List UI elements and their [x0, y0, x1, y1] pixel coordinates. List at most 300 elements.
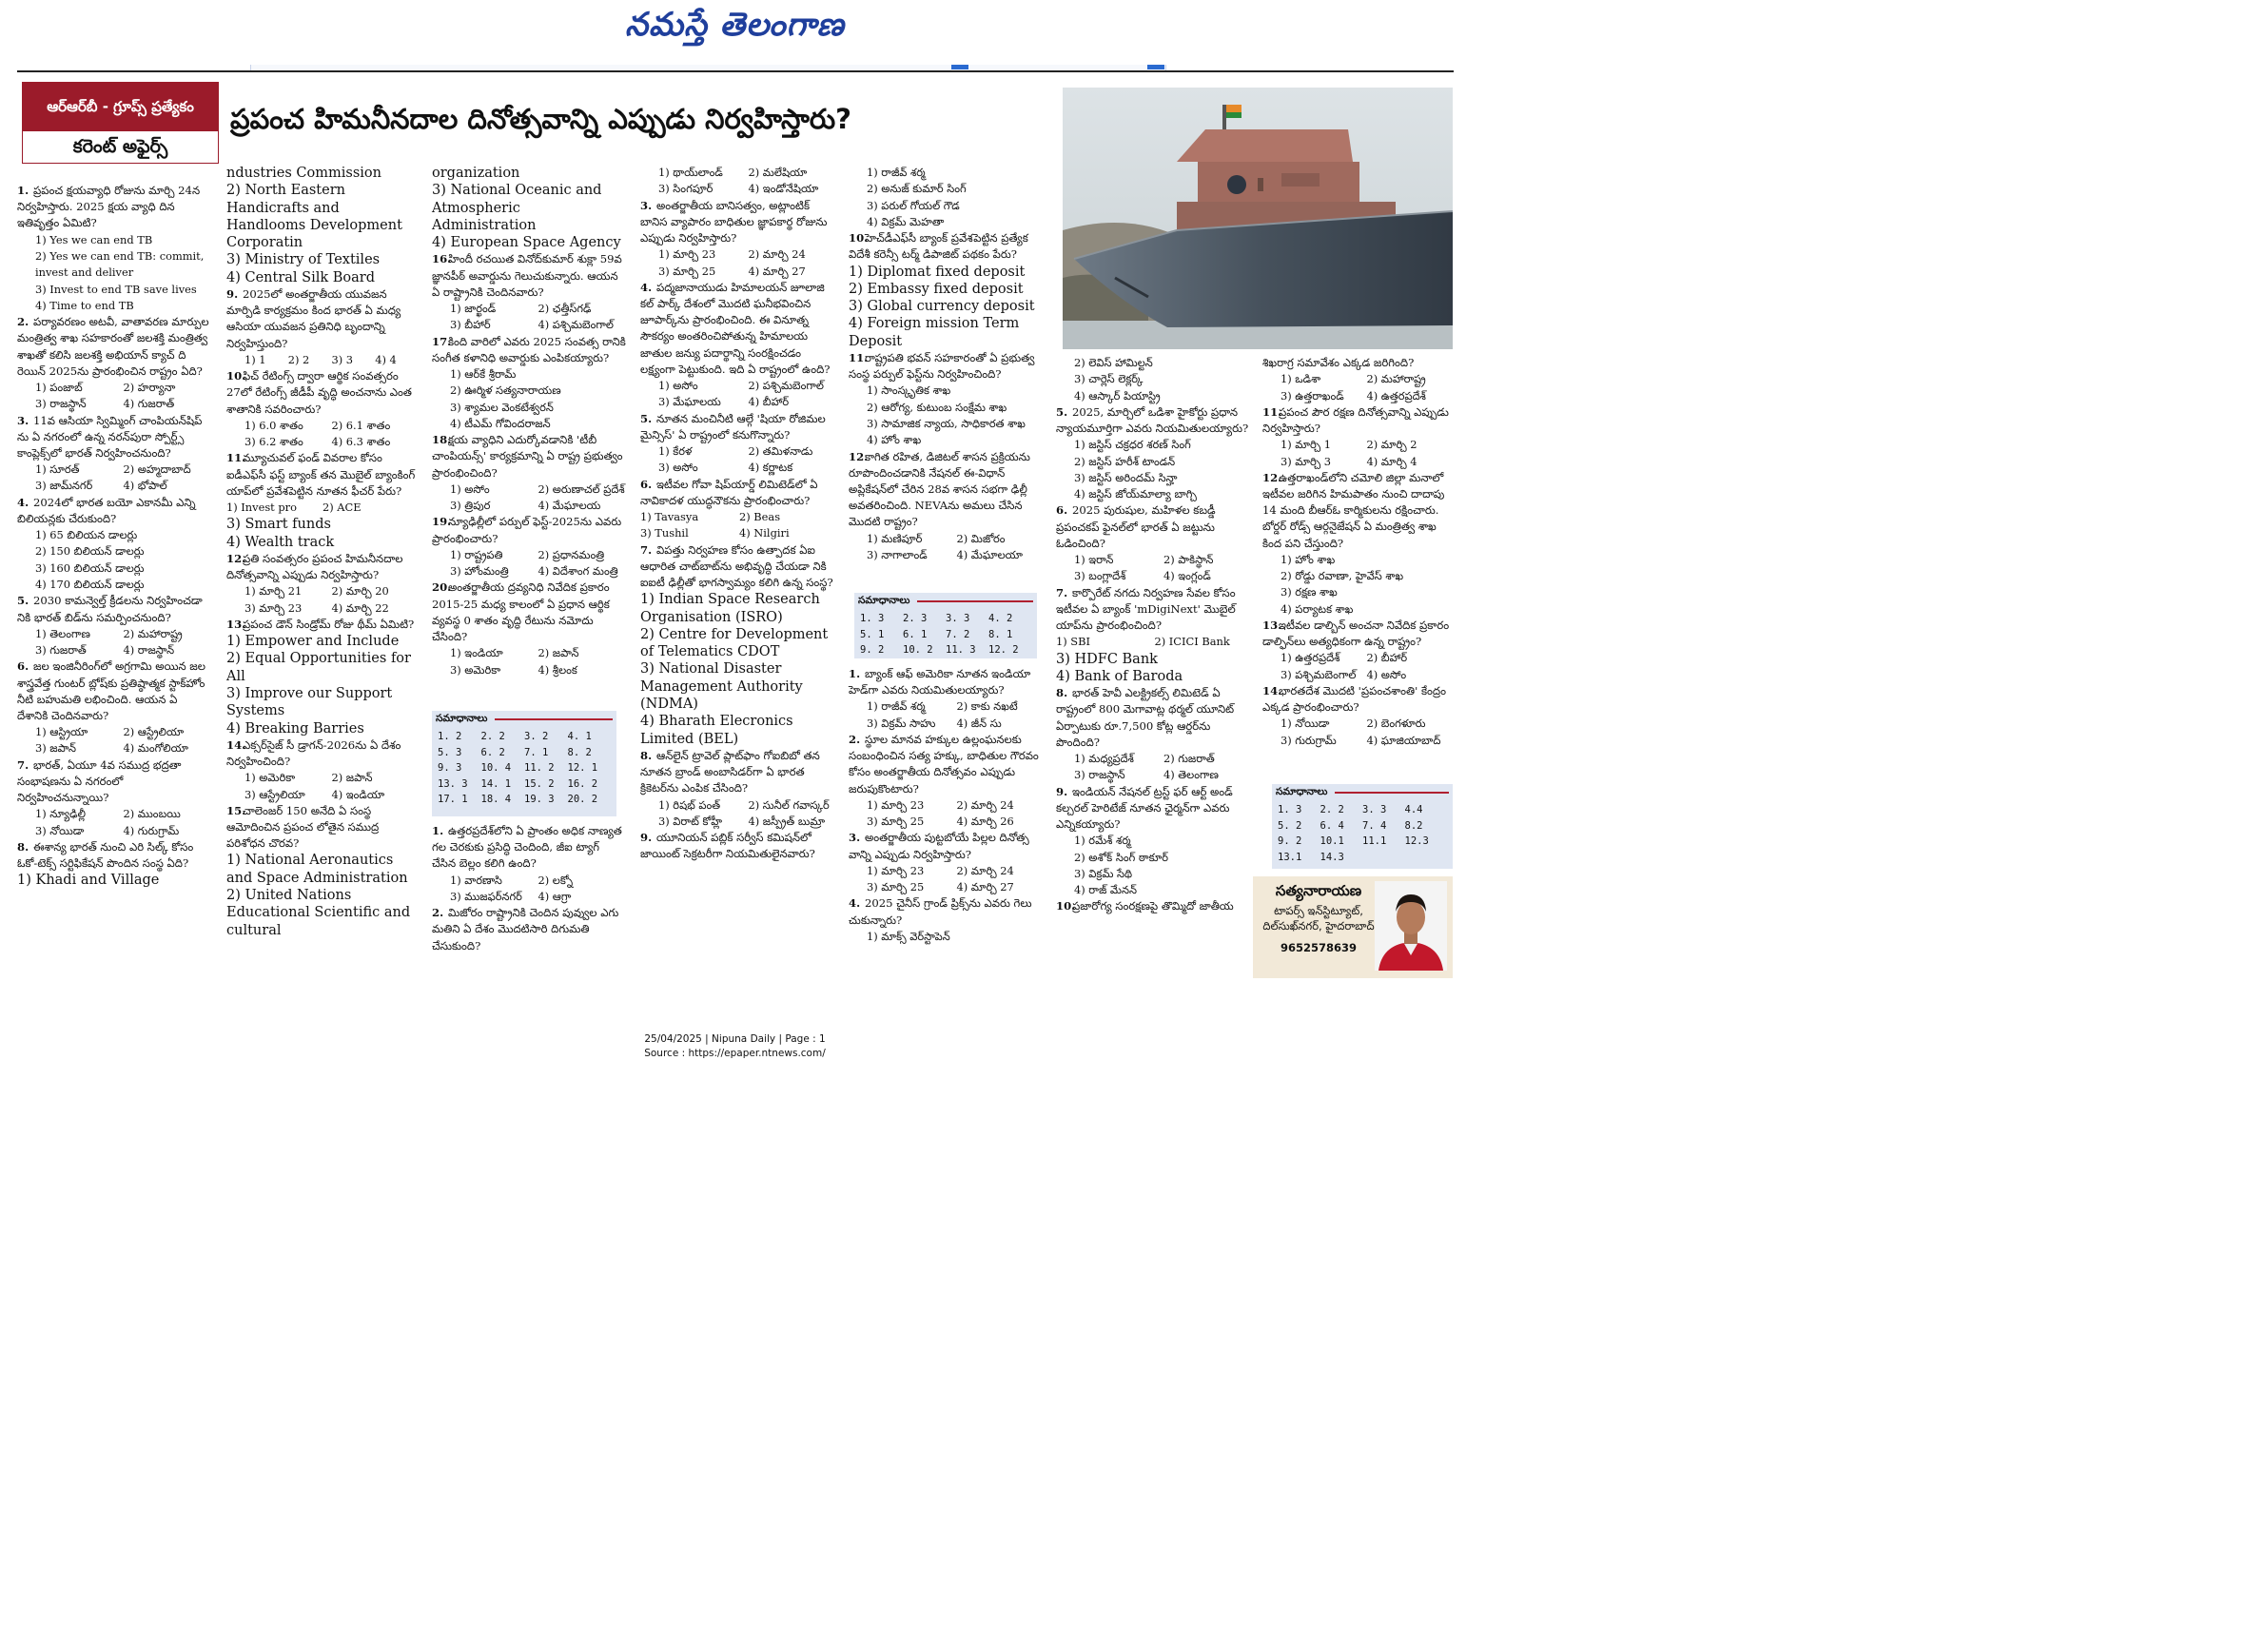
option: 1) అసోం	[450, 481, 490, 496]
option-row	[640, 460, 838, 476]
option: 1) Khadi and Village	[17, 873, 160, 889]
option-row	[1262, 388, 1453, 404]
question-text: ఉత్తరప్రదేశ్‌లోని ఏ ప్రాంతం అధిక నాణ్యత గల చెరకుకు ప్రసిద్ధి చెందింది, జీఐ ట్యాగ్ చేసిన బెల్లం కలిగి ఉంది?	[432, 824, 622, 871]
option: 2) లెవిస్ హామిల్టన్	[1074, 356, 1153, 369]
option: 3) మార్చి 3	[1281, 454, 1332, 468]
question-text: మ్యూచువల్ ఫండ్ వివరాల కోసం ఐడీఎఫ్‌సీ ఫస్ట్ బ్యాంక్ తన మొబైల్ బ్యాంకింగ్ యాప్‌లో ప్రవేశపెట్టిన నూతన ఫీచర్ పేరు?	[226, 451, 416, 498]
question-number: 1.	[17, 184, 29, 197]
option-row	[1262, 454, 1453, 470]
ship-photo	[1063, 88, 1453, 349]
option: 3) పరుల్ గోయల్ గౌడ	[867, 198, 960, 212]
author-portrait-image	[1375, 881, 1447, 971]
answer-item: 20. 2	[567, 794, 598, 805]
option: 4) మార్చి 27	[956, 880, 1014, 894]
answers-title: సమాధానాలు	[1276, 785, 1328, 797]
question-number: 15.	[226, 803, 246, 817]
option: 3) National Disaster Management Authority (NDMA)	[640, 661, 803, 712]
answer-item: 1. 3	[860, 613, 885, 624]
option: 1) మధ్యప్రదేశ్	[1074, 752, 1134, 765]
question	[432, 823, 626, 873]
option: 2) జపాన్	[538, 646, 579, 660]
option: 4) మార్చి 26	[956, 815, 1014, 829]
question	[1056, 898, 1253, 914]
question-number: 6.	[640, 477, 653, 491]
question-text: 2025లో అంతర్జాతీయ యువజన మార్పిడి కార్యక్రమం కింద భారత్ ఏ మధ్య ఆసియా యువజన ప్రతినిధి బృందాన్ని నిర్వహిస్తుంది?	[226, 287, 401, 350]
answer-item: 5. 2	[1278, 819, 1302, 832]
option: 3) Improve our Support Systems	[226, 685, 393, 719]
option: 3) మార్చి 23	[244, 600, 303, 615]
option: 4) మేఘాలయా	[956, 547, 1023, 561]
option: 3) Invest to end TB save lives	[35, 282, 197, 296]
option: 4) పశ్చిమబెంగాల్	[538, 318, 614, 332]
answers-heading-rule	[1335, 792, 1449, 794]
option-row	[17, 642, 211, 658]
answers-heading-rule	[495, 718, 613, 720]
option: 1) అసోం	[658, 379, 698, 393]
question-number: 8.	[1056, 686, 1068, 700]
column-3-lower	[432, 823, 626, 954]
question-number: 5.	[1056, 404, 1068, 419]
option-row	[640, 509, 838, 525]
option-row	[849, 797, 1046, 814]
option: 2) అరుణాచల్ ప్రదేశ్	[538, 481, 625, 496]
answer-item: 2. 2	[480, 731, 505, 742]
answer-item: 2. 3	[903, 613, 928, 624]
option: 4) Bank of Baroda	[1056, 668, 1183, 684]
option: 3) 160 బిలియన్ డాలర్లు	[35, 560, 145, 575]
question	[17, 495, 211, 527]
question-text: స్థూల మానవ హక్కుల ఉల్లంఘనలకు సంబంధించిన సత్య హక్కు, బాధితుల గౌరవం కోసం అంతర్జాతీయ దినోత్సవం ఎప్పుడు జరుపుకొంటారు?	[849, 733, 1039, 795]
answer-item: 19. 3	[524, 794, 555, 805]
option: 2) Equal Opportunities for All	[226, 651, 411, 684]
option: 2) మిజోరం	[956, 531, 1006, 545]
answers-grid	[854, 610, 1037, 659]
question-number: 12.	[1262, 470, 1282, 484]
option-row	[17, 823, 211, 839]
question-text: రాష్ట్రపతి భవన్ సహకారంతో ఏ ప్రభుత్వ సంస్థ పర్పుల్ ఫెస్ట్‌ను నిర్వహించింది?	[849, 351, 1035, 382]
warship-image	[1063, 88, 1453, 349]
option-row	[1262, 371, 1453, 387]
question-number: 20.	[432, 580, 452, 595]
option: 1) ఇండియా	[450, 646, 503, 660]
option: 3) రాజస్థాన్	[1074, 768, 1125, 782]
option-row	[1262, 650, 1453, 666]
question	[640, 411, 838, 443]
option: 2) రోడ్డు రవాణా, హైవేస్ శాఖ	[1281, 569, 1404, 583]
question-text: ప్రజారోగ్య సంరక్షణపై తొమ్మిదో జాతీయ	[1072, 899, 1234, 913]
option-row	[17, 724, 211, 740]
answers-heading	[854, 593, 1037, 610]
question	[1262, 404, 1453, 437]
option: 2) మహారాష్ట్ర	[123, 626, 183, 640]
answer-item: 11. 2	[524, 762, 555, 774]
option: 3) హోంమంత్రి	[450, 564, 509, 579]
question-text: జల ఇంజినీరింగ్‌లో అగ్రగామి అయిన జల శాస్త్రవేత్త గుంటర్ బ్లోష్‌కు ప్రతిష్ఠాత్మక స్టాక్‌హోం నీటి బహుమతి లభించింది. ఆయన ఏ దేశానికి చెందినవారు?	[17, 659, 205, 722]
option: 2) 150 బిలియన్ డాలర్లు	[35, 544, 145, 559]
question-number: 2.	[17, 315, 29, 329]
option: 2) అహ్మదాబాద్	[123, 462, 191, 477]
question-number: 16.	[432, 252, 452, 266]
option: 1) పంజాబ్	[35, 380, 83, 394]
option: 3) సింగపూర్	[658, 182, 714, 196]
question	[17, 183, 211, 232]
option-row	[640, 165, 838, 181]
option: 3) మార్చి 25	[867, 815, 925, 829]
option: 3) బంగ్లాదేశ్	[1074, 569, 1126, 583]
option: 2) ACE	[323, 501, 362, 514]
option-row	[432, 547, 626, 563]
option: 3) గుజరాత్	[35, 643, 87, 657]
option-row	[640, 246, 838, 263]
option-row	[640, 181, 838, 197]
author-institute: టాపర్స్ ఇన్‌స్టిట్యూట్, దిల్‌సుఖ్‌నగర్, హైదరాబాద్	[1262, 904, 1375, 933]
question	[1056, 685, 1253, 751]
option: 1) Empower and Include	[226, 634, 400, 650]
option: 3) మార్చి 25	[867, 880, 925, 894]
option: 4) హోం శాఖ	[867, 433, 922, 447]
option-row	[1056, 552, 1253, 568]
badge-section-name: కరెంట్ అఫైర్స్	[22, 131, 219, 164]
option: 1) థాయ్‌లాండ్	[658, 166, 723, 179]
option-row	[226, 787, 419, 803]
option: 1) Diplomat fixed deposit	[849, 264, 1026, 280]
option-row	[849, 814, 1046, 830]
question-number: 14.	[226, 737, 246, 752]
option: 4) విక్రమ్ మెహతా	[867, 214, 945, 228]
option: 3) చార్లెస్ లెక్లర్క్	[1074, 372, 1144, 386]
option: 1) 6.0 శాతం	[244, 418, 303, 432]
option-row	[1056, 767, 1253, 783]
option: 4) శ్రీలంక	[538, 662, 577, 677]
answers-heading	[1272, 784, 1453, 801]
question	[226, 286, 419, 352]
question-number: 4.	[849, 896, 861, 911]
option: 4) European Space Agency	[432, 235, 621, 251]
answer-item: 11.1	[1362, 835, 1387, 847]
question-number: 6.	[1056, 503, 1068, 518]
answers-heading	[432, 711, 616, 728]
option-row	[17, 806, 211, 822]
question-text: భారతదేశ మొదటి 'ప్రపంచశాంతి' కేంద్రం ఎక్కడ ప్రారంభించారు?	[1262, 684, 1446, 715]
option: 4) కర్ణాటక	[748, 461, 793, 475]
question	[1056, 784, 1253, 834]
question-number: 7.	[640, 542, 653, 557]
option: 2) Centre for Development of Telematics CDOT	[640, 626, 829, 660]
option-row	[640, 814, 838, 830]
option: 4) ఘాజియాబాద్	[1366, 733, 1441, 747]
option: 3) నోయిడా	[35, 823, 85, 837]
option-row	[226, 583, 419, 599]
question-number: 3.	[849, 831, 861, 845]
option: 3) గురుగ్రామ్	[1281, 733, 1337, 747]
option-row	[1262, 667, 1453, 683]
option: 2) మార్చి 24	[748, 247, 806, 262]
author-name: సత్యనారాయణ	[1275, 882, 1362, 899]
option-row	[17, 462, 211, 478]
option: 4) ఉత్తరప్రదేశ్	[1366, 388, 1426, 403]
question-text: భారత్, ఏయూ 4వ సముద్ర భద్రతా సంభాషణను ఏ నగరంలో నిర్వహించనున్నాయి?	[17, 757, 182, 805]
option: 1) నోయిడా	[1281, 717, 1330, 731]
option: 2) బీహార్	[1366, 651, 1408, 665]
option-row	[640, 378, 838, 394]
answer-item: 17. 1	[438, 794, 468, 805]
option: 2) మార్చి 24	[956, 863, 1014, 877]
question	[432, 432, 626, 481]
question	[226, 368, 419, 418]
option: 4) మార్చి 22	[331, 600, 389, 615]
question	[640, 477, 838, 509]
option: 4) జీన్ సు	[956, 716, 1002, 730]
option-row	[432, 498, 626, 514]
option: 2) ఛత్తీస్‌గఢ్	[538, 302, 592, 316]
question-text: ఎక్సర్‌సైజ్ సీ డ్రాగన్-2026ను ఏ దేశం నిర్వహించింది?	[226, 737, 401, 769]
answer-item: 4. 2	[988, 613, 1013, 624]
option: 3) Ministry of Textiles	[226, 252, 381, 268]
question	[1056, 585, 1253, 635]
option-row	[226, 770, 419, 786]
question-number: 1.	[849, 667, 861, 680]
question	[432, 514, 626, 546]
question-text: ఫిచ్ రేటింగ్స్ ద్వారా ఆర్థిక సంవత్సరం 27లో రేటింగ్స్ జీడీపీ వృద్ధి అంచనాను ఎంత శాతానికి సవరించారు?	[226, 369, 412, 416]
column-7	[1262, 355, 1453, 749]
question-text: 2030 కామన్వెల్త్ క్రీడలను నిర్వహించడా నికి భారత్ బిడ్‌ను సమర్పించనుంది?	[17, 594, 203, 624]
option-row	[849, 531, 1046, 547]
question-text: చాలెంజర్ 150 అనేది ఏ సంస్థ ఆమోదించిన ప్రపంచ లోతైన సముద్ర పరిశోధన చొరవ?	[226, 803, 380, 851]
option: 2) మార్చి 20	[331, 584, 389, 599]
option-row	[432, 317, 626, 333]
answer-item: 1. 2	[438, 731, 462, 742]
answer-item: 10. 2	[903, 644, 933, 656]
question	[1056, 404, 1253, 437]
option: 3) 3	[331, 352, 354, 366]
option-row	[432, 301, 626, 317]
question	[1262, 355, 1453, 371]
option-row	[17, 740, 211, 756]
question-number: 11.	[226, 451, 246, 465]
option: 3) ఆస్ట్రేలియా	[244, 787, 305, 801]
option: 3) మార్చి 25	[658, 264, 716, 278]
question-text: ప్రతి సంవత్సరం ప్రపంచ హిమనీనదాల దినోత్సవాన్ని ఎప్పుడు నిర్వహిస్తారు?	[226, 551, 403, 582]
question-text: అంతర్జాతీయ పుట్టబోయే పిల్లల దినోత్స వాన్ని ఎప్పుడు నిర్వహిస్తారు?	[849, 831, 1029, 861]
option-row	[432, 563, 626, 579]
option: 4) Breaking Barries	[226, 720, 364, 736]
question-text: న్యూఢిల్లీలో పర్పుల్ ఫెస్ట్-2025ను ఎవరు ప్రారంభించారు?	[432, 515, 622, 545]
option: 3) రక్షణ శాఖ	[1281, 585, 1338, 599]
option: 1) Indian Space Research Organisation (ISRO)	[640, 592, 820, 625]
option: 2) Beas	[739, 510, 781, 524]
answer-item: 9. 3	[438, 762, 462, 774]
option: 1) Invest pro	[226, 501, 297, 514]
option-row	[1056, 751, 1253, 767]
question-number: 9.	[1056, 784, 1068, 798]
page-footer	[0, 1032, 1470, 1060]
answer-item: 9. 2	[1278, 835, 1302, 847]
question-text: ఇటీవల డాల్బిన్ అంచనా నివేదిక ప్రకారం డాల్ఫిన్‌లు అత్యధికంగా ఉన్న రాష్ట్రం?	[1262, 619, 1450, 649]
option-row	[849, 879, 1046, 895]
option: 1) National Aeronautics and Space Administration	[226, 853, 408, 886]
option-row	[1056, 634, 1253, 650]
answer-item: 14.3	[1320, 851, 1344, 863]
footer-source-line: Source : https://epaper.ntnews.com/	[644, 1047, 826, 1059]
option: 2) ఆరోగ్య, కుటుంబ సంక్షేమ శాఖ	[867, 400, 1007, 414]
option: 1) Tavasya	[640, 510, 699, 524]
option-row	[432, 873, 626, 889]
option: 1) Yes we can end TB	[35, 232, 153, 246]
option: 4) 170 బిలియన్ డాలర్లు	[35, 578, 145, 591]
question-text: పర్యావరణం అటవీ, వాతావరణ మార్పుల మంత్రిత్వ శాఖ సహకారంతో జలశక్తి మంత్రిత్వ శాఖతో కలిసి జలశక్తి అభియాన్ క్యాచ్ ది రెయిన్ 2025ను ప్రారంభించిన రాష్ట్రం ఏది?	[17, 315, 209, 378]
option-row	[226, 500, 419, 516]
question-text: ఆన్‌లైన్ ట్రావెల్ ప్లాట్‌ఫాం గోఐబిబో తన నూతన బ్రాండ్ అంబాసిడర్‌గా ఏ భారత క్రికెటర్‌ను ఎంపిక చేసింది?	[640, 748, 820, 795]
question-text: 2025, మార్చిలో ఒడిశా హైకోర్టు ప్రధాన న్యాయమూర్తిగా ఎవరు నియమితులయ్యారు?	[1056, 404, 1249, 436]
option: 4) విదేశాంగ మంత్రి	[538, 564, 618, 579]
question	[17, 413, 211, 462]
option: 4) మేఘాలయ	[538, 499, 601, 513]
badge-category: ఆర్ఆర్‌బీ - గ్రూప్స్ ప్రత్యేకం	[22, 82, 219, 131]
question	[1262, 470, 1453, 552]
question-text: క్షయ వ్యాధిని ఎదుర్కోవడానికి 'టీబీ చాంపియన్స్' కార్యక్రమాన్ని ఏ రాష్ట్ర ప్రభుత్వం ప్రారంభించింది?	[432, 433, 623, 480]
option: 2) బెంగళూరు	[1366, 717, 1426, 731]
answers-heading-rule	[917, 600, 1033, 602]
option: 4) ఇండియా	[331, 787, 385, 801]
option: 2) గుజరాత్	[1163, 752, 1215, 765]
option: 4) గురుగ్రామ్	[123, 823, 180, 837]
option: 1) 65 బిలియన డాలర్లు	[35, 528, 138, 542]
column-3	[432, 165, 626, 678]
option: 1) జార్ఖండ్	[450, 302, 497, 316]
question	[849, 230, 1046, 263]
option: 2) Yes we can end TB: commit, invest and deliver	[35, 248, 205, 280]
answer-item: 9. 2	[860, 644, 885, 656]
option: 4) అసోం	[1366, 667, 1407, 681]
option: 1) వారణాసి	[450, 873, 502, 887]
option-row	[226, 434, 419, 450]
option-row	[640, 264, 838, 280]
option: 1) రాజీవ్ శర్మ	[867, 166, 926, 179]
answer-item: 8.2	[1404, 819, 1423, 832]
question	[226, 803, 419, 853]
question	[226, 551, 419, 583]
question	[1262, 618, 1453, 650]
question-number: 18.	[432, 433, 452, 447]
option-row	[17, 380, 211, 396]
question-text: 11వ ఆసియా స్విమ్మింగ్ చాంపియన్‌షిప్ ను ఏ నగరంలో ఉన్న నరన్‌పురా స్పోర్ట్స్ కాంప్లెక్స్‌లో భారత్ నిర్వహించనుంది?	[17, 413, 203, 460]
option: 1) తెలంగాణ	[35, 626, 90, 640]
option-row	[1262, 437, 1453, 453]
option: 4) భోపాల్	[123, 479, 167, 493]
answer-item: 3. 3	[1362, 804, 1387, 815]
column-5-lower	[849, 666, 1046, 945]
answer-item: 13.1	[1278, 851, 1302, 863]
section-badge	[22, 82, 219, 164]
question	[849, 895, 1046, 928]
author-photo	[1375, 881, 1447, 971]
option-row	[849, 716, 1046, 732]
answer-item: 12. 1	[567, 762, 598, 774]
question-text: 2024లో భారత బయో ఎకానమీ ఎన్ని బిలియన్లకు చేరుకుంది?	[17, 495, 196, 525]
option: 4) రాజ్ మేనన్	[1074, 883, 1137, 897]
option: 4) ఆస్కార్ పియాస్ట్రి	[1074, 388, 1161, 403]
option: 2) మలేషియా	[748, 166, 808, 179]
answer-item: 14. 1	[480, 777, 512, 790]
question-text: 2025 చైనీస్ గ్రాండ్ ప్రిక్స్‌ను ఎవరు గెలు చుకున్నారు?	[849, 896, 1032, 927]
option: 4) ఇండోనేషియా	[748, 182, 819, 196]
question	[226, 737, 419, 770]
option: 1) రాజీవ్ శర్మ	[867, 699, 926, 714]
option: 1) ఆస్ట్రియా	[35, 725, 88, 739]
answer-item: 6. 4	[1320, 819, 1344, 832]
option: 3) నాగాలాండ్	[867, 547, 928, 561]
answer-item: 8. 1	[988, 628, 1013, 640]
answer-item: 7. 1	[524, 746, 549, 758]
option-row	[226, 352, 419, 368]
option: 1) రమేశ్ శర్మ	[1074, 834, 1131, 848]
option: 3) 6.2 శాతం	[244, 435, 303, 449]
option-row	[640, 394, 838, 410]
question-text: ఇండియన్ నేషనల్ ట్రస్ట్ ఫర్ ఆర్ట్ అండ్ కల్చరల్ హెరిటేజ్ నూతన ఛైర్మన్‌గా ఎవరు ఎన్నికయ్యారు?	[1056, 784, 1233, 831]
question-text: హిందీ రచయిత వినోద్‌కుమార్ శుక్లా 59వ జ్ఞానపీఠ్ అవార్డును గెలుచుకున్నారు. ఆయన ఏ రాష్ట్రానికి చెందినవారు?	[432, 252, 622, 299]
option-row	[432, 645, 626, 661]
option-row	[432, 662, 626, 678]
answer-item: 1. 3	[1278, 804, 1302, 815]
option: 4) Foreign mission Term Deposit	[849, 316, 1020, 349]
question	[226, 617, 419, 633]
question	[640, 748, 838, 797]
question-number: 13.	[1262, 619, 1282, 632]
option-row	[432, 889, 626, 905]
option: 1) ఉత్తరప్రదేశ్	[1281, 651, 1340, 665]
column-1	[17, 183, 211, 890]
option: 4) బీహార్	[748, 395, 790, 409]
answer-item: 18. 4	[480, 794, 512, 805]
answers-grid	[1272, 801, 1453, 866]
option: 3) జపాన్	[35, 741, 76, 756]
question-text: శిఖరాగ్ర సమావేశం ఎక్కడ జరిగింది?	[1262, 356, 1415, 369]
question-number: 5.	[17, 594, 29, 608]
option-row	[849, 547, 1046, 563]
option: ndustries Commission	[226, 166, 381, 181]
option: 4) మార్చి 4	[1366, 454, 1418, 468]
question	[640, 280, 838, 378]
option: 3) విక్రమ్ సేథి	[1074, 866, 1133, 880]
option: 1) అమెరికా	[244, 771, 296, 785]
answer-item: 2. 2	[1320, 804, 1344, 815]
question	[640, 830, 838, 862]
answer-item: 16. 2	[567, 777, 598, 790]
answers-title: సమాధానాలు	[436, 712, 488, 724]
option: 1) 1	[244, 352, 266, 366]
author-phone: 9652578639	[1280, 941, 1358, 954]
answer-item: 7. 2	[946, 628, 970, 640]
question-text: ఈశాన్య భారత్ నుంచి ఎరి సిల్క్ కోసం ఓకో-టెక్స్ సర్టిఫికేషన్ పొందిన సంస్థ ఏది?	[17, 839, 194, 871]
answer-item: 13. 3	[438, 777, 468, 790]
question-number: 7.	[1056, 585, 1068, 599]
option: 4) జస్ప్రీత్ బుమ్రా	[748, 814, 826, 828]
question-text: ఉత్తరాఖండ్‌లోని చమోలి జిల్లా మనాలో ఇటీవల జరిగిన హిమపాతం నుంచి దాదాపు 14 మంది బీఆర్‌ఓ కార్మికులను రక్షించారు. బోర్డర్ రోడ్స్ ఆర్గనైజేషన్ ఏ మంత్రిత్వ శాఖ కింద పని చేస్తుంది?	[1262, 470, 1445, 550]
question-number: 9.	[226, 287, 239, 302]
option: 2) పాకిస్థాన్	[1163, 553, 1214, 567]
answer-item: 10. 4	[480, 762, 512, 774]
option: 4) Time to end TB	[35, 298, 134, 312]
option: 2) Embassy fixed deposit	[849, 281, 1024, 297]
option: 2) అశోక్ సింగ్ ఠాకూర్	[1074, 850, 1168, 864]
question-text: ప్రపంచ పౌర రక్షణ దినోత్సవాన్ని ఎప్పుడు నిర్వహిస్తారు?	[1262, 404, 1449, 435]
question-number: 3.	[640, 198, 653, 212]
option: 3) రాజస్థాన్	[35, 397, 87, 411]
option: 3) సామాజిక న్యాయ, సాధికారత శాఖ	[867, 417, 1026, 431]
question-number: 6.	[17, 659, 29, 674]
option: 3) అసోం	[658, 461, 698, 475]
answer-box-3	[1272, 781, 1453, 869]
